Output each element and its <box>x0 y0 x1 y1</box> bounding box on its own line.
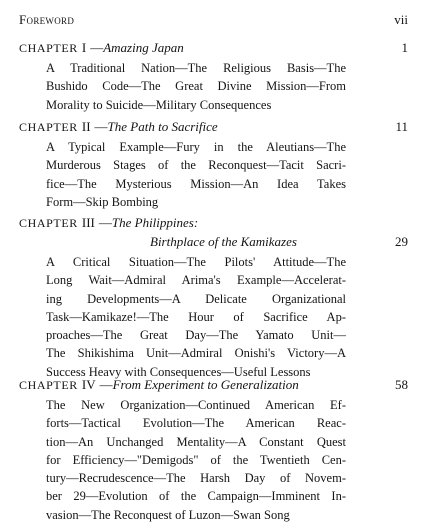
chapter-heading <box>19 377 408 393</box>
foreword-title: Foreword <box>19 12 75 27</box>
chapter-summary <box>46 138 346 211</box>
chapter-title: Amazing Japan <box>103 40 184 55</box>
chapter-heading-text: CHAPTER IV —From Experiment to Generalization <box>19 377 299 392</box>
summary-line: Task—Kamikaze!—The Hour of Sacrifice Ap- <box>46 309 346 324</box>
chapter-summary <box>46 253 346 381</box>
chapter-number: II <box>81 119 91 134</box>
chapter-title: The Path to Sacrifice <box>107 119 218 134</box>
chapter-page-number: 11 <box>395 119 408 134</box>
summary-line: A Traditional Nation—The Religious Basis—The <box>46 61 346 75</box>
summary-line: forts—Tactical Evolution—The American Reac- <box>46 416 346 431</box>
summary-line: for Efficiency—"Demigods" of the Twentieth Cen- <box>46 452 346 467</box>
chapter-heading <box>19 215 408 231</box>
summary-line: vasion—The Reconquest of Luzon—Swan Song <box>46 507 290 522</box>
chapter-heading <box>19 119 408 135</box>
chapter-heading-text: CHAPTER III —The Philippines: <box>19 215 199 230</box>
chapter-summary <box>46 59 346 114</box>
chapter-subtitle: Birthplace of the Kamikazes <box>150 234 297 249</box>
chapter-label: CHAPTER <box>19 120 78 134</box>
chapter-number: III <box>81 215 95 230</box>
summary-line: Bushido Code—The Great Divine Mission—From <box>46 79 346 94</box>
chapter-page-number: 1 <box>401 40 408 55</box>
summary-line: fice—The Mysterious Mission—An Idea Takes <box>46 176 346 191</box>
summary-line: Murderous Stages of the Reconquest—Tacit Sacri- <box>46 158 346 173</box>
summary-line: Long Wait—Admiral Arima's Example—Accelerat- <box>46 273 346 288</box>
summary-line: Success Heavy with Consequences—Useful Lessons <box>46 364 311 379</box>
chapter-label: CHAPTER <box>19 378 78 392</box>
summary-line: A Typical Example—Fury in the Aleutians—The <box>46 140 346 154</box>
summary-line: ber 29—Evolution of the Campaign—Imminent In- <box>46 489 346 504</box>
chapter-heading <box>19 40 408 56</box>
chapter-heading-text: CHAPTER I —Amazing Japan <box>19 40 184 55</box>
chapter-page-number: 29 <box>395 234 408 249</box>
chapter-label: CHAPTER <box>19 41 78 55</box>
summary-line: proaches—The Great Day—The Yamato Unit— <box>46 328 346 343</box>
summary-line: The Shikishima Unit—Admiral Onishi's Victory—A <box>46 346 346 361</box>
chapter-summary <box>46 396 346 524</box>
chapter-page-number: 58 <box>395 377 408 392</box>
chapter-number: IV <box>81 377 96 392</box>
summary-line: Morality to Suicide—Military Consequences <box>46 97 272 112</box>
summary-line: A Critical Situation—The Pilots' Attitude—The <box>46 255 346 269</box>
foreword-page-number: vii <box>394 12 408 27</box>
summary-line: tion—An Unchanged Mentality—A Constant Quest <box>46 434 346 449</box>
summary-line: Form—Skip Bombing <box>46 194 159 209</box>
summary-line: tury—Recrudescence—The Harsh Day of Novem- <box>46 471 346 486</box>
chapter-label: CHAPTER <box>19 216 78 230</box>
chapter-title: The Philippines: <box>111 215 199 230</box>
foreword-entry <box>19 12 408 28</box>
chapter-heading-text: CHAPTER II —The Path to Sacrifice <box>19 119 218 134</box>
summary-line: The New Organization—Continued American Ef- <box>46 398 346 412</box>
chapter-number: I <box>81 40 87 55</box>
summary-line: ing Developments—A Delicate Organizational <box>46 291 346 306</box>
chapter-title: From Experiment to Generalization <box>112 377 299 392</box>
